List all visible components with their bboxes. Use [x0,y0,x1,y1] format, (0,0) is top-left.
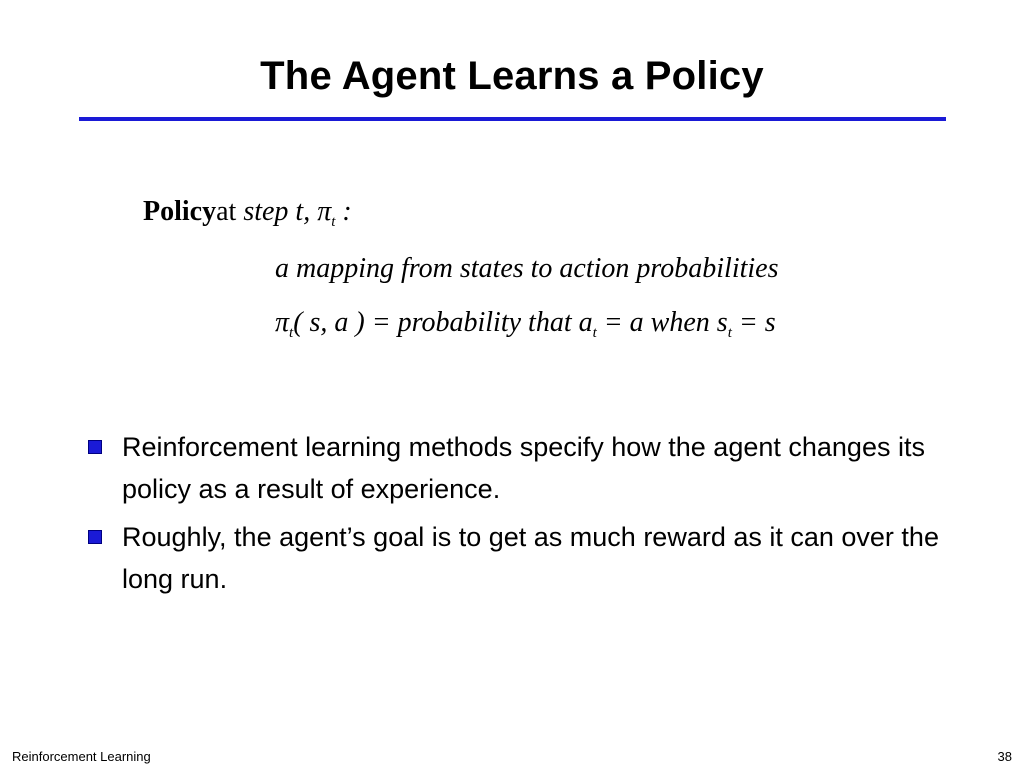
definition-part-3: = s [731,307,776,338]
bullet-square-icon [88,530,102,544]
bullet-square-icon [88,440,102,454]
footer-course-title: Reinforcement Learning [12,749,151,764]
bullet-item [88,426,948,510]
pi-subscript: t [331,214,336,230]
policy-word: Policy [143,196,217,227]
slide-title: The Agent Learns a Policy [260,54,764,98]
pi-subscript: t [289,325,294,341]
bullet-item [88,516,948,600]
bullet-text: Roughly, the agent’s goal is to get as much reward as it can over the long run. [122,522,939,594]
math-line-definition [275,307,776,339]
s-subscript: t [727,325,732,341]
pi-symbol: π [317,196,332,227]
bullet-list [88,426,948,606]
footer-page-number: 38 [997,749,1012,764]
math-line-mapping: a mapping from states to action probabilities [275,253,779,284]
colon: : [335,196,352,227]
a-subscript: t [592,325,597,341]
bullet-text: Reinforcement learning methods specify how the agent changes its policy as a result of experience. [122,432,925,504]
at-word: at [216,196,237,227]
title-rule [79,117,946,121]
math-line-policy [143,196,352,228]
step-expr: step t, [243,196,318,227]
pi-symbol: π [275,307,290,338]
definition-part-1: ( s, a ) = probability that a [293,307,593,338]
definition-part-2: = a when s [596,307,728,338]
